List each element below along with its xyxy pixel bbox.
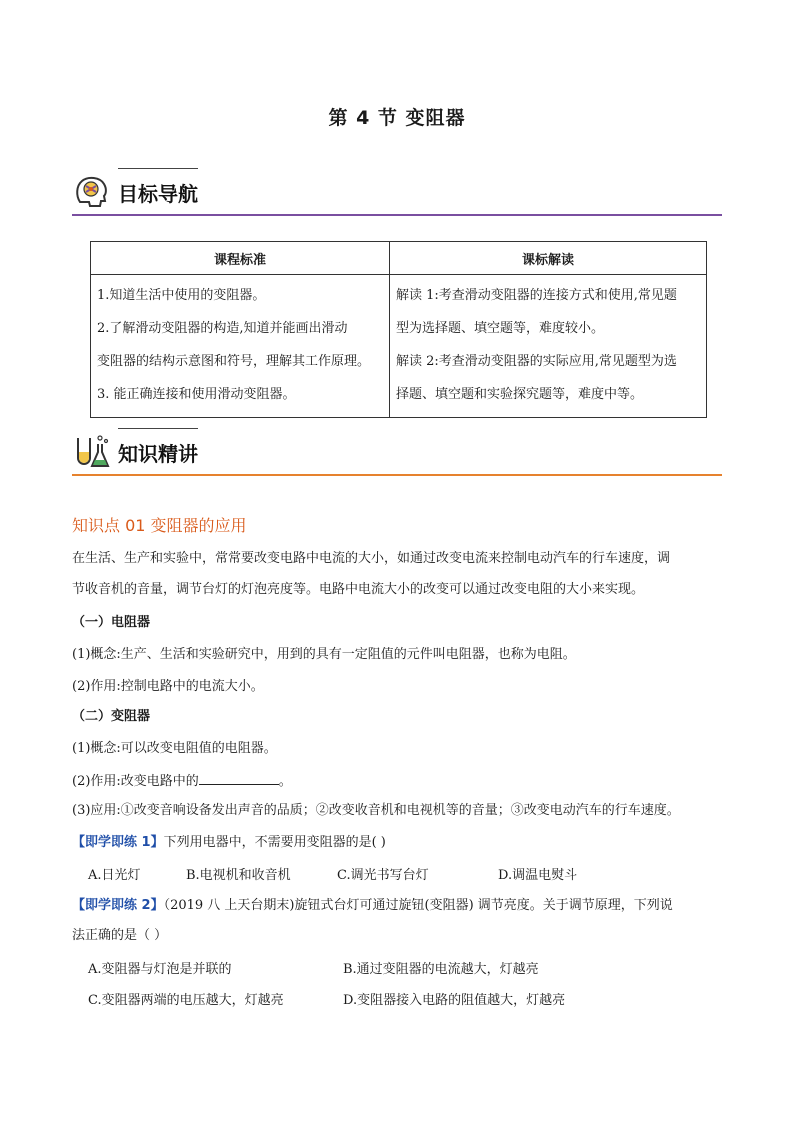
resistor-concept: (1)概念:生产、生活和实验研究中，用到的具有一定阻值的元件叫电阻器，也称为电阻。 bbox=[72, 647, 576, 662]
exercise-1-option-b[interactable]: B.电视机和收音机 bbox=[186, 868, 291, 883]
exercise-1-stem bbox=[72, 833, 722, 853]
exercise-2-option-c[interactable]: C.变阻器两端的电压越大，灯越亮 bbox=[88, 993, 284, 1008]
section-label-goal: 目标导航 bbox=[118, 182, 198, 206]
rheostat-function-text: (2)作用:改变电路中的 bbox=[72, 774, 199, 789]
section-rule-knowledge bbox=[72, 474, 722, 476]
table-cell-standards bbox=[91, 275, 390, 418]
section-header-knowledge bbox=[72, 428, 722, 480]
interpretation-line: 择题、填空题和实验探究题等，难度中等。 bbox=[396, 387, 644, 402]
table-cell-interpretation bbox=[390, 275, 707, 418]
standard-line: 变阻器的结构示意图和符号，理解其工作原理。 bbox=[97, 354, 371, 369]
intro-line-1: 在生活、生产和实验中，常常要改变电路中电流的大小，如通过改变电流来控制电动汽车的行车速度，调 bbox=[72, 551, 671, 566]
exercise-2-option-a[interactable]: A.变阻器与灯泡是并联的 bbox=[88, 962, 232, 977]
rheostat-application: (3)应用:①改变音响设备发出声音的品质；②改变收音机和电视机等的音量；③改变电动汽车的行车速度。 bbox=[72, 803, 680, 818]
exercise-2-stem bbox=[72, 896, 722, 916]
interpretation-line: 型为选择题、填空题等，难度较小。 bbox=[396, 321, 605, 336]
lab-flask-icon bbox=[72, 432, 112, 472]
rheostat-function-end: 。 bbox=[278, 774, 292, 789]
knowledge-point-title: 知识点 01 变阻器的应用 bbox=[72, 516, 247, 535]
rheostat-function bbox=[72, 770, 722, 792]
section-overline bbox=[118, 428, 198, 429]
section-header-goal bbox=[72, 168, 722, 220]
intro-line-2: 节收音机的音量，调节台灯的灯泡亮度等。电路中电流大小的改变可以通过改变电阻的大小来实现。 bbox=[72, 582, 645, 597]
standard-line: 2.了解滑动变阻器的构造,知道并能画出滑动 bbox=[97, 321, 348, 336]
exercise-2-question-cont: 法正确的是（ ） bbox=[72, 928, 168, 943]
section-rule-goal bbox=[72, 214, 722, 216]
fill-in-blank[interactable] bbox=[199, 770, 279, 785]
curriculum-table bbox=[90, 241, 707, 418]
section-overline bbox=[118, 168, 198, 169]
exercise-1-option-c[interactable]: C.调光书写台灯 bbox=[337, 868, 429, 883]
standard-line: 3. 能正确连接和使用滑动变阻器。 bbox=[97, 387, 296, 402]
brain-head-icon bbox=[72, 172, 112, 212]
interpretation-line: 解读 2:考查滑动变阻器的实际应用,常见题型为选 bbox=[396, 354, 677, 369]
exercise-1-question: 下列用电器中，不需要用变阻器的是( ) bbox=[163, 835, 386, 850]
subheading-resistor: （一）电阻器 bbox=[72, 615, 151, 630]
section-label-knowledge: 知识精讲 bbox=[118, 442, 198, 466]
exercise-2-option-b[interactable]: B.通过变阻器的电流越大，灯越亮 bbox=[343, 962, 539, 977]
page-title: 第 4 节 变阻器 bbox=[328, 107, 466, 129]
exercise-2-question: （2019 八 上天台期末)旋钮式台灯可通过旋钮(变阻器) 调节亮度。关于调节原理，下列说 bbox=[163, 898, 673, 913]
subheading-rheostat: （二）变阻器 bbox=[72, 709, 151, 724]
table-header-standard: 课程标准 bbox=[91, 242, 390, 275]
exercise-1-option-a[interactable]: A.日光灯 bbox=[88, 868, 141, 883]
rheostat-concept: (1)概念:可以改变电阻值的电阻器。 bbox=[72, 741, 277, 756]
resistor-function: (2)作用:控制电路中的电流大小。 bbox=[72, 679, 264, 694]
interpretation-line: 解读 1:考查滑动变阻器的连接方式和使用,常见题 bbox=[396, 288, 677, 303]
exercise-1-option-d[interactable]: D.调温电熨斗 bbox=[498, 868, 578, 883]
table-header-interpretation: 课标解读 bbox=[390, 242, 707, 275]
exercise-1-tag: 【即学即练 1】 bbox=[72, 835, 164, 850]
exercise-2-tag: 【即学即练 2】 bbox=[72, 898, 164, 913]
exercise-2-option-d[interactable]: D.变阻器接入电路的阻值越大，灯越亮 bbox=[343, 993, 566, 1008]
standard-line: 1.知道生活中使用的变阻器。 bbox=[97, 288, 266, 303]
